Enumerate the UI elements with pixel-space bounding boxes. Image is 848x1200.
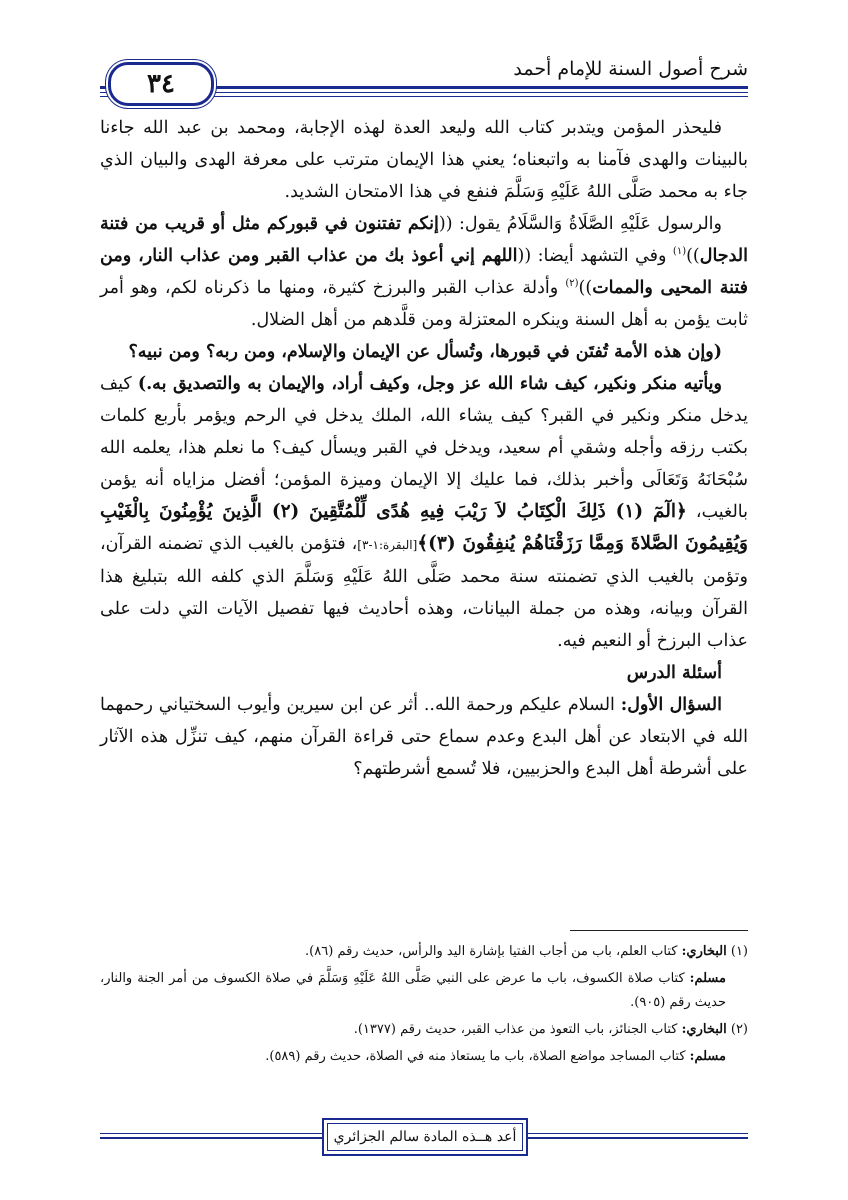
footer-credit-box <box>322 1118 528 1156</box>
footer-credit: أعد هــذه المادة سالم الجزائري <box>333 1129 517 1145</box>
footnote-author: مسلم: <box>689 1049 726 1064</box>
text-run: كيف يدخل منكر ونكير في القبر؟ كيف يشاء الله، الملك يدخل في الرحم ويؤمر بأربع كلمات بكتب رزقه وأجله وشقي أم سعيد، ويدخل في القبر ويسأل كيف؟ ما نعلم هذا، يعلمه الله سُبْحَانَهُ وَتَعَالَى وأخبر بذلك، فما عليك إلا الإيمان وميزة المؤمن؛ أفضل مزاياه أنه يؤمن بالغيب، <box>100 374 749 522</box>
question-label: السؤال الأول: <box>620 695 722 715</box>
page-number-badge <box>108 62 214 106</box>
footnote-text: كتاب صلاة الكسوف، باب ما عرض على النبي صَلَّى اللهُ عَلَيْهِ وَسَلَّمَ في صلاة الكسوف من أمر الجنة والنار، حديث رقم (٩٠٥). <box>100 971 726 1010</box>
footnotes <box>100 940 748 1072</box>
footnote-author: البخاري: <box>681 1022 727 1037</box>
question-text: السلام عليكم ورحمة الله.. أثر عن ابن سيرين وأيوب السختياني رحمهما الله في الابتعاد عن أهل البدع وعدم سماع حتى قراءة القرآن منهم، كيف تنزِّل هذه الآثار على أشرطة أهل البدع والحزبيين، فلا تُسمع أشرطتهم؟ <box>100 695 748 779</box>
footnote-text: كتاب العلم، باب من أجاب الفتيا بإشارة اليد والرأس، حديث رقم (٨٦). <box>305 944 682 959</box>
verse-reference: [البقرة:١-٣] <box>357 538 418 552</box>
footnote-ref[interactable]: (٢) <box>565 278 579 290</box>
footnote <box>100 967 748 1015</box>
text-run: ، فتؤمن بالغيب الذي تضمنه القرآن، وتؤمن بالغيب الذي تضمنته سنة محمد صَلَّى اللهُ عَلَيْهِ وَسَلَّمَ الذي كلفه الله بتبليغ هذا القرآن وبيانه، وهذه من جملة البيانات، وهذه أحاديث فيها تفصيل الآيات التي دلت على عذاب البرزخ أو النعيم فيه. <box>100 534 748 651</box>
footnote <box>100 940 748 964</box>
page-number: ٣٤ <box>147 69 175 99</box>
footnote-number: (٢) <box>730 1022 748 1037</box>
quran-verse: ﴿الٓمٓ (١) ذَلِكَ الْكِتَابُ لاَ رَيْبَ فِيهِ هُدًى لِّلْمُتَّقِينَ (٢) الَّذِينَ يُؤْمِنُونَ بِالْغَيْبِ وَيُقِيمُونَ الصَّلاةَ وَمِمَّا رَزَقْنَاهُمْ يُنفِقُونَ (٣)﴾ <box>100 501 748 554</box>
question-paragraph <box>100 689 748 785</box>
text-run: وأدلة عذاب القبر والبرزخ كثيرة، ومنها ما ذكرناه لكم، وهو أمر ثابت يؤمن به أهل السنة وينكره المعتزلة ومن قلَّدهم من أهل الضلال. <box>100 278 748 330</box>
hadith-quote: اللهم إني أعوذ بك من عذاب القبر ومن عذاب النار، ومن فتنة المحيى والممات <box>100 246 749 298</box>
footnote <box>100 1018 748 1042</box>
footnote-separator <box>570 930 748 931</box>
text-run: )) <box>578 278 593 298</box>
paragraph <box>100 208 748 336</box>
footnote-number: (١) <box>730 944 748 959</box>
section-heading: أسئلة الدرس <box>626 663 722 683</box>
book-title: شرح أصول السنة للإمام أحمد <box>513 58 748 80</box>
main-text <box>100 112 748 785</box>
footnote-text: كتاب المساجد مواضع الصلاة، باب ما يستعاذ منه في الصلاة، حديث رقم (٥٨٩). <box>265 1049 690 1064</box>
footnote-ref[interactable]: (١) <box>672 246 687 258</box>
footnote <box>100 1045 748 1069</box>
hadith-quote: إنكم تفتنون في قبوركم مثل أو قريب من فتنة الدجال <box>100 214 748 266</box>
text-run: وفي التشهد أيضا: (( <box>517 246 673 266</box>
footnote-text: كتاب الجنائز، باب التعوذ من عذاب القبر، حديث رقم (١٣٧٧). <box>353 1022 682 1037</box>
footnote-author: البخاري: <box>681 944 727 959</box>
matn-quote: (وإن هذه الأمة تُفتَن في قبورها، وتُسأل عن الإيمان والإسلام، ومن ربه؟ ومن نبيه؟ <box>128 342 722 362</box>
paragraph <box>100 368 748 657</box>
paragraph: فليحذر المؤمن ويتدبر كتاب الله وليعد العدة لهذه الإجابة، ومحمد بن عبد الله جاءنا بالبينات والهدى فآمنا به واتبعناه؛ يعني هذا الإيمان مترتب على معرفة الهدى والبيان الذي جاء به محمد صَلَّى اللهُ عَلَيْهِ وَسَلَّمَ فنفع في هذا الامتحان الشديد. <box>100 118 748 202</box>
text-run: والرسول عَلَيْهِ الصَّلَاةُ وَالسَّلَامُ يقول: (( <box>438 214 722 234</box>
text-run: )) <box>686 246 700 266</box>
matn-quote: ويأتيه منكر ونكير، كيف شاء الله عز وجل، وكيف أراد، والإيمان به والتصديق به.) <box>137 374 722 394</box>
footnote-author: مسلم: <box>689 971 726 986</box>
